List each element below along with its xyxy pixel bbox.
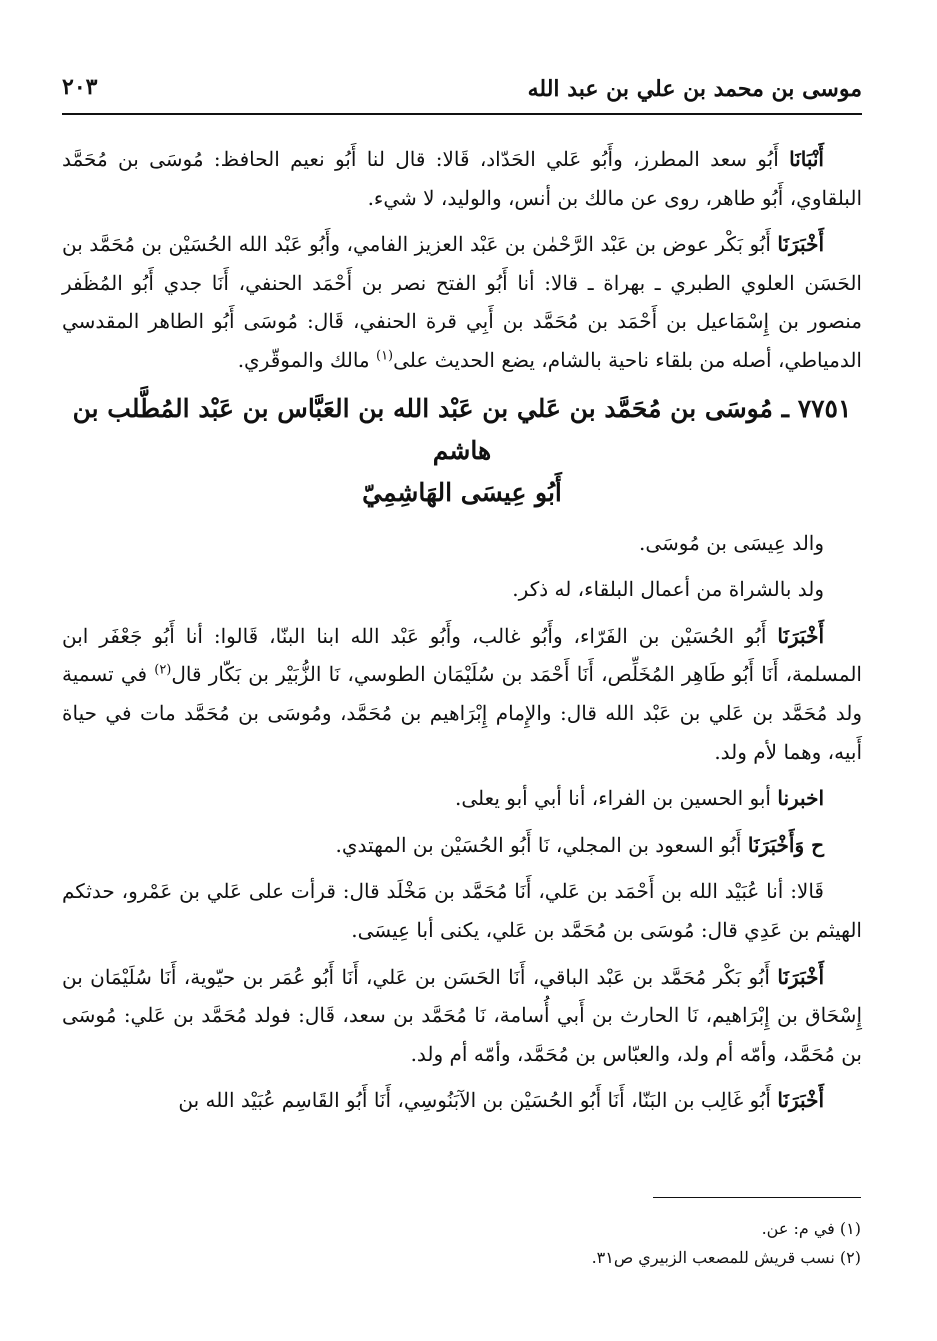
- narration-keyword: اخبرنا: [777, 786, 824, 811]
- paragraph-text: ولد بالشراة من أعمال البلقاء، له ذكر.: [512, 577, 824, 602]
- page-number: ٢٠٣: [62, 74, 98, 100]
- header-divider: [62, 113, 862, 115]
- paragraph-text-tail: مالك والموقّري.: [237, 347, 376, 372]
- paragraph: [62, 826, 862, 865]
- paragraph-text: أَبُو غَالِب بن البَنّا، أَنَا أَبُو الحُسَيْن بن الآبَنُوسِي، أَنَا أَبُو القَاسِم عُبَيْد الله بن: [178, 1088, 778, 1113]
- main-text: [62, 140, 862, 1120]
- paragraph-text: أَبُو السعود بن المجلي، نَا أَبُو الحُسَيْن بن المهتدي.: [335, 832, 748, 857]
- narration-keyword: أَخْبَرَنَا: [777, 232, 824, 257]
- paragraph: [62, 225, 862, 379]
- paragraph: [62, 872, 862, 949]
- paragraph-text: والد عِيسَى بن مُوسَى.: [639, 530, 824, 555]
- paragraph: [62, 617, 862, 771]
- narration-keyword: ح وَأَخْبَرَنَا: [747, 832, 824, 857]
- paragraph-text: أَبُو بَكْر عوض بن عَبْد الرَّحْمٰن بن عَبْد العزيز الفامي، وأَبُو عَبْد الله الحُسَيْن بن مُحَمَّد بن الحَسَن العلوي الطبري ـ بهراة ـ قالا: أنا أَبُو الفتح نصر بن أَحْمَد الحنفي، أَنَا جدي أَبُو المُظَفر منصور بن إِسْمَاعيل بن أَحْمَد بن مُحَمَّد بن أَبِي قرة الحنفي، قَال: مُوسَى أَبُو الطاهر المقدسي الدمياطي، أصله من بلقاء ناحية بالشام، يضع الحديث على: [62, 232, 862, 372]
- footnote-item: (٢) نسب قريش للمصعب الزبيري ص٣١.: [591, 1248, 861, 1267]
- paragraph-text: أبو الحسين بن الفراء، أنا أبي أبو يعلى.: [455, 786, 778, 811]
- paragraph: [62, 570, 862, 609]
- footnote-item: (١) في م: عن.: [761, 1219, 861, 1238]
- footnote-reference: (٢): [154, 662, 172, 678]
- paragraph-text-tail: في تسمية ولد مُحَمَّد بن عَلي بن عَبْد الله قال: والإِمام إِبْرَاهيم بن مُحَمَّد، ومُوسَى بن مُحَمَّد مات في حياة أَبيه، وهما لأم ولد.: [62, 662, 862, 764]
- entry-title-line: أَبُو عِيسَى الهَاشِمِيّ: [362, 477, 562, 507]
- paragraph: [62, 1081, 862, 1120]
- paragraph: [62, 524, 862, 563]
- footnote-divider: [653, 1197, 861, 1198]
- entry-title-line: ٧٧٥١ ـ مُوسَى بن مُحَمَّد بن عَلي بن عَبْد الله بن العَبَّاس بن عَبْد المُطَّلب بن هاشم: [72, 393, 852, 465]
- running-title: موسى بن محمد بن علي بن عبد الله: [527, 76, 862, 102]
- paragraph-text: قَالا: أنا عُبَيْد الله بن أَحْمَد بن عَلي، أَنَا مُحَمَّد بن مَخْلَد قال: قرأت على عَلي بن عَمْرو، حدثكم الهيثم بن عَدِي قال: مُوسَى بن مُحَمَّد بن عَلي، يكنى أبا عِيسَى.: [62, 879, 862, 942]
- biography-entry-title: [62, 388, 862, 514]
- paragraph-text: أَبُو الحُسَيْن بن الفَرّاء، وأَبُو غالب، وأَبُو عَبْد الله ابنا البنّا، قَالوا: أنا أَبُو جَعْفَر ابن المسلمة، أَنَا أَبُو طَاهِر المُخَلِّص، أَنَا أَحْمَد بن سُلَيْمَان الطوسي، نَا الزُّبَيْر بن بَكّار قال: [62, 623, 862, 687]
- narration-keyword: أَخْبَرَنَا: [777, 1088, 824, 1113]
- paragraph: [62, 779, 862, 818]
- footnotes: [261, 1214, 861, 1272]
- narration-keyword: أَخْبَرَنَا: [777, 623, 824, 648]
- narration-keyword: أَنْبَانَا: [789, 147, 824, 171]
- footnote-reference: (١): [375, 348, 394, 364]
- paragraph: [62, 958, 862, 1074]
- page-header: [62, 70, 862, 112]
- narration-keyword: أَخْبَرَنَا: [777, 964, 824, 989]
- paragraph: [62, 140, 862, 217]
- paragraph-text: أَبُو بَكْر مُحَمَّد بن عَبْد الباقي، أَنَا الحَسَن بن عَلي، أَنَا أَبُو عُمَر بن حيّوية، أَنَا سُلَيْمَان بن إِسْحَاق بن إِبْرَاهيم، نَا الحارث بن أَبي أُسامة، نَا مُحَمَّد بن سعد، قَال: فولد مُحَمَّد بن عَلي: مُوسَى بن مُحَمَّد، وأمّه أم ولد، والعبّاس بن مُحَمَّد، وأمّه أم ولد.: [62, 964, 862, 1066]
- paragraph-text: أَبُو سعد المطرز، وأَبُو عَلي الحَدّاد، قَالا: قال لنا أَبُو نعيم الحافظ: مُوسَى بن مُحَمَّد البلقاوي، أَبُو طاهر، روى عن مالك بن أنس، والوليد، لا شيء.: [62, 147, 862, 210]
